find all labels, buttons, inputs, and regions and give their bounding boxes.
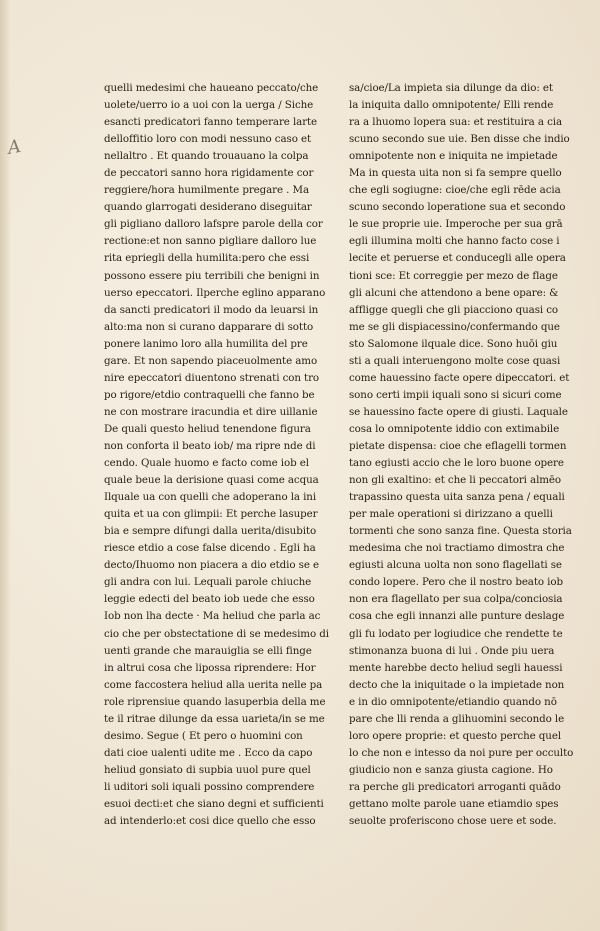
text-line: li uditori soli iquali possino comprendere bbox=[104, 780, 315, 793]
text-line: cendo. Quale huomo e facto come iob el bbox=[104, 457, 309, 470]
text-line: reggiere/hora humilmente pregare . Ma bbox=[104, 184, 309, 197]
text-line: tioni sce: Et correggie per mezo de flage bbox=[349, 269, 558, 282]
text-line: gli alcuni che attendono a bene opare: & bbox=[349, 286, 559, 299]
text-line: come faccostera heliud alla uerita nelle pa bbox=[104, 678, 323, 691]
text-line: po rigore/etdio contraquelli che fanno be bbox=[104, 388, 315, 401]
text-line: rita epriegli della humilita:pero che essi bbox=[104, 252, 310, 265]
text-line: mente harebbe decto heliud segli hauessi bbox=[349, 661, 563, 674]
text-line: lecite et peruerse et conducegli alle opera bbox=[349, 252, 566, 265]
text-line: lo che non e intesso da noi pure per occulto bbox=[349, 746, 574, 759]
text-line: leggie edecti del beato iob uede che esso bbox=[104, 593, 315, 606]
text-line: sa/cioe/La impieta sia dilunge da dio: et bbox=[349, 82, 553, 94]
text-line: quando glarrogati desiderano diseguitar bbox=[104, 201, 312, 214]
text-line: affligge quegli che gli piacciono quasi co bbox=[349, 303, 559, 316]
text-line: cio che per obstectatione di se medesimo di bbox=[104, 627, 329, 640]
text-line: dati cioe ualenti udite me . Ecco da capo bbox=[104, 746, 313, 759]
text-line: uerso epeccatori. Ilperche eglino apparano bbox=[104, 286, 326, 299]
text-line: cosa lo omnipotente iddio con extimabile bbox=[349, 422, 560, 435]
text-line: quita et ua con glimpii: Et perche lasuper bbox=[104, 508, 318, 521]
text-line: che egli sogiugne: cioe/che egli rēde acia bbox=[349, 184, 561, 197]
text-line: ra a lhuomo lopera sua: et restituira a cia bbox=[349, 116, 562, 129]
text-line: medesima che noi tractiamo dimostra che bbox=[349, 542, 565, 555]
text-line: uolete/uerro io a uoi con la uerga / Siche bbox=[104, 99, 314, 112]
text-line: condo lopere. Pero che il nostro beato iob bbox=[349, 576, 563, 589]
text-line: desimo. Segue ( Et pero o huomini con bbox=[104, 729, 303, 742]
text-line: nire epeccatori diuentono strenati con tro bbox=[104, 371, 320, 384]
text-line: riesce etdio a cose false dicendo . Egli ha bbox=[104, 542, 316, 555]
text-line: decto/Ihuomo non piacera a dio etdio se e bbox=[104, 559, 319, 572]
text-line: omnipotente non e iniquita ne impietade bbox=[349, 150, 558, 163]
text-line: in altrui cosa che lipossa riprendere: Hor bbox=[104, 661, 316, 674]
text-line: role riprensiue quando lasuperbia della me bbox=[104, 695, 326, 708]
text-line: gli fu lodato per logiudice che rendette te bbox=[349, 627, 563, 640]
text-line: decto che la iniquitade o la impietade non bbox=[349, 678, 565, 691]
text-line: stimonanza buona di lui . Onde piu uera bbox=[349, 644, 555, 657]
text-line: ponere lanimo loro alla humilita del pre bbox=[104, 337, 308, 350]
text-line: trapassino questa uita sanza pena / equali bbox=[349, 491, 565, 504]
text-line: gli andra con lui. Lequali parole chiuche bbox=[104, 576, 312, 589]
text-line: sti a quali interuengono molte cose quasi bbox=[349, 354, 561, 367]
right-text-column bbox=[349, 80, 596, 830]
text-line: Iob non lha decte · Ma heliud che parla ac bbox=[104, 610, 321, 623]
text-line: me se gli dispiacessino/confermando que bbox=[349, 320, 560, 333]
text-line: te il ritrae dilunge da essa uarieta/in se me bbox=[104, 712, 325, 725]
text-line: e in dio omnipotente/etiandio quando nō bbox=[349, 695, 557, 708]
text-line: tano egiusti accio che le loro buone opere bbox=[349, 457, 564, 470]
text-line: quelli medesimi che haueano peccato/che bbox=[104, 82, 319, 94]
text-line: gettano molte parole uane etiamdio spes bbox=[349, 797, 559, 810]
text-line: scuno secondo loperatione sua et secondo bbox=[349, 201, 566, 214]
text-line: non gli exaltino: et che li peccatori almēo bbox=[349, 474, 562, 487]
text-line: ra perche gli predicatori arroganti quādo bbox=[349, 780, 561, 793]
margin-annotation: A bbox=[6, 135, 23, 159]
text-line: scuno secondo sue uie. Ben disse che indio bbox=[349, 133, 570, 146]
text-line: De quali questo heliud tenendone figura bbox=[104, 422, 311, 435]
text-line: gli pigliano dalloro lafspre parole della cor bbox=[104, 218, 323, 231]
text-line: ad intenderlo:et cosi dice quello che esso bbox=[104, 815, 316, 828]
text-line: gare. Et non sapendo piaceuolmente amo bbox=[104, 354, 318, 367]
text-line: cosa che egli innanzi alle punture deslage bbox=[349, 610, 565, 623]
text-line: possono essere piu terribili che benigni in bbox=[104, 269, 320, 282]
text-line: sto Salomone ilquale dice. Sono huōi giu bbox=[349, 337, 558, 350]
text-line: la iniquita dallo omnipotente/ Elli rende bbox=[349, 99, 554, 112]
text-line: pietate dispensa: cioe che eflagelli tormen bbox=[349, 439, 567, 452]
text-line: non era flagellato per sua colpa/conciosia bbox=[349, 593, 563, 606]
text-line: come hauessino facte opere dipeccatori. et bbox=[349, 371, 570, 384]
text-line: Ilquale ua con quelli che adoperano la ini bbox=[104, 491, 317, 504]
text-line: ne con mostrare iracundia et dire uillanie bbox=[104, 405, 318, 418]
text-line: giudicio non e sanza giusta cagione. Ho bbox=[349, 763, 553, 776]
text-line: se hauessino facte opere di giusti. Laquale bbox=[349, 405, 568, 418]
text-line: pare che lli renda a glihuomini secondo le bbox=[349, 712, 565, 725]
text-line: egli illumina molti che hanno facto cose i bbox=[349, 235, 560, 248]
text-line: de peccatori sanno hora rigidamente cor bbox=[104, 167, 314, 180]
text-line: tormenti che sono sanza fine. Questa storia bbox=[349, 525, 572, 538]
text-line: le sue proprie uie. Imperoche per sua grā bbox=[349, 218, 563, 231]
text-line: bia e sempre difungi dalla uerita/disubito bbox=[104, 525, 317, 538]
text-line: delloffitio loro con modi nessuno caso et bbox=[104, 133, 311, 146]
text-line: Ma in questa uita non si fa sempre quello bbox=[349, 167, 562, 180]
text-line: nellaltro . Et quando trouauano la colpa bbox=[104, 150, 309, 163]
text-line: heliud gonsiato di supbia uuol pure quel bbox=[104, 763, 311, 776]
text-line: sono certi impii iquali sono si sicuri come bbox=[349, 388, 562, 401]
text-line: loro opere proprie: et questo perche quel bbox=[349, 729, 562, 742]
text-line: seuolte proferiscono chose uere et sode. bbox=[349, 815, 557, 828]
text-line: esuoi decti:et che siano degni et sufficienti bbox=[104, 797, 324, 810]
left-text-column bbox=[104, 80, 351, 830]
text-line: non conforta il beato iob/ ma ripre nde di bbox=[104, 439, 316, 452]
text-line: da sancti predicatori il modo da leuarsi in bbox=[104, 303, 319, 316]
text-line: quale beue la derisione quasi come acqua bbox=[104, 474, 319, 487]
text-line: alto:ma non si curano dapparare di sotto bbox=[104, 320, 314, 333]
text-line: egiusti alcuna uolta non sono flagellati se bbox=[349, 559, 562, 572]
text-line: uenti grande che marauiglia se elli finge bbox=[104, 644, 312, 657]
text-line: esancti predicatori fanno temperare larte bbox=[104, 116, 318, 129]
text-line: per male operationi si dirizzano a quelli bbox=[349, 508, 553, 521]
text-line: rectione:et non sanno pigliare dalloro lue bbox=[104, 235, 317, 248]
